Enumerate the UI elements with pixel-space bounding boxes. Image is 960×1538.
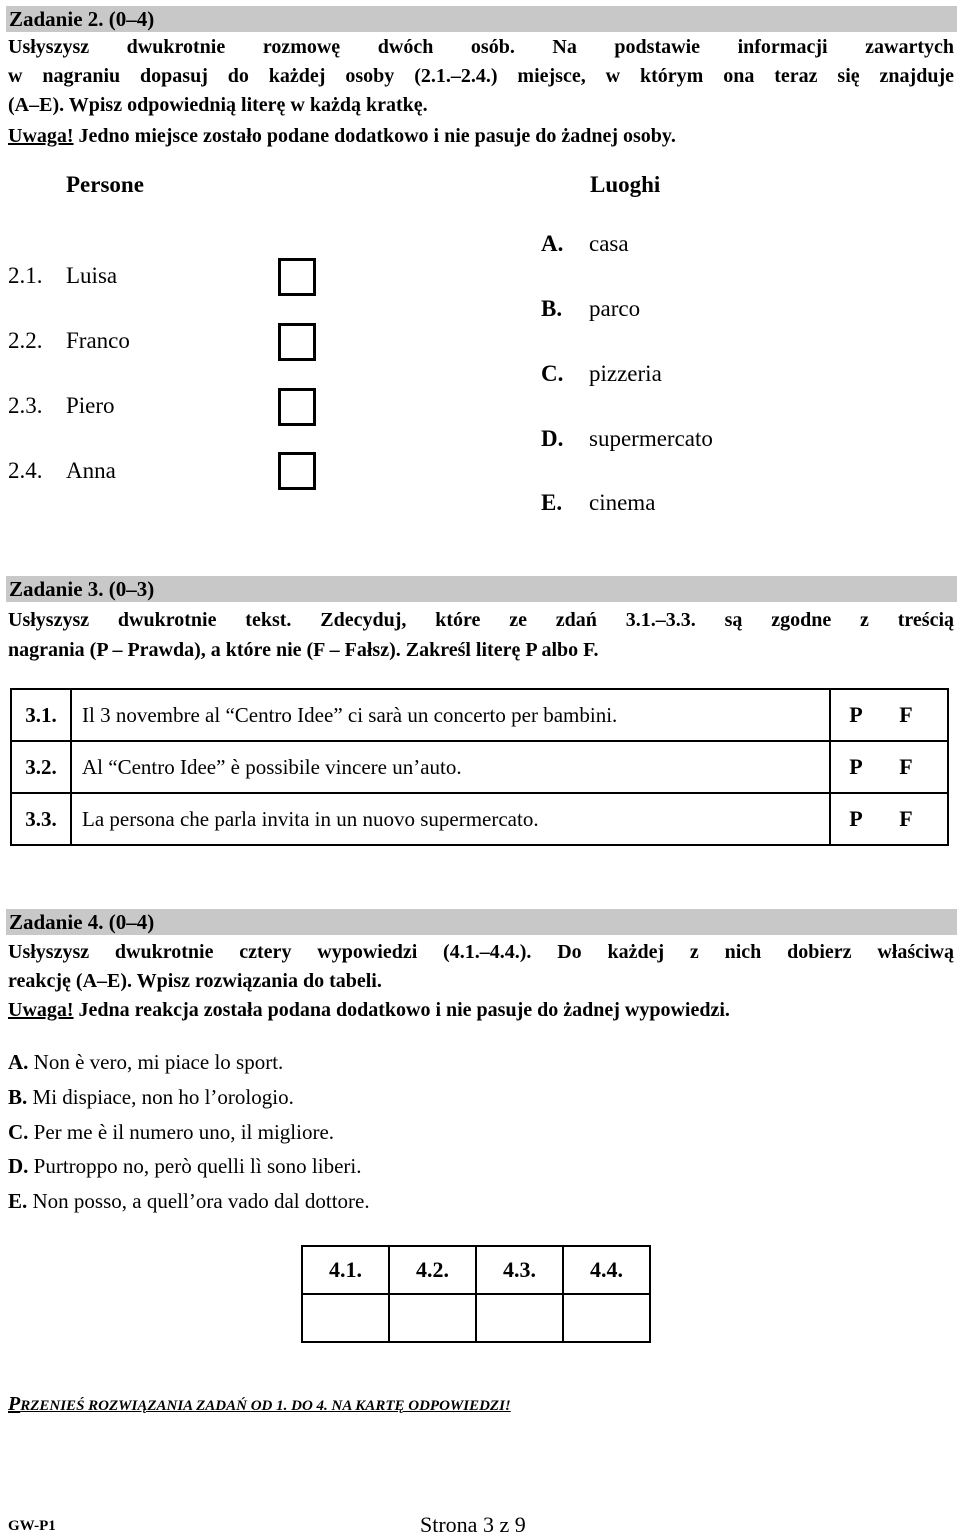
task2-header: Zadanie 2. (0–4) bbox=[9, 7, 155, 31]
choice-f[interactable]: F bbox=[899, 754, 913, 779]
answer-table bbox=[301, 1245, 651, 1343]
option-b bbox=[8, 1083, 294, 1111]
choice-p[interactable]: P bbox=[849, 806, 863, 831]
statement-text: La persona che parla invita in un nuovo supermercato. bbox=[71, 793, 830, 845]
answer-cell-4-4[interactable] bbox=[563, 1294, 650, 1342]
person-num-2: 2.2. bbox=[8, 328, 43, 353]
option-c bbox=[8, 1118, 334, 1146]
place-name-c: pizzeria bbox=[589, 361, 662, 386]
transfer-note-part4: NA KARTĘ ODPOWIEDZI! bbox=[327, 1398, 511, 1414]
choice-f[interactable]: F bbox=[899, 806, 913, 831]
places-header: Luoghi bbox=[590, 172, 661, 197]
option-text: Purtroppo no, però quelli lì sono liberi. bbox=[28, 1154, 362, 1178]
answer-header: 4.3. bbox=[476, 1246, 563, 1294]
person-name-4: Anna bbox=[66, 458, 116, 483]
place-letter-e: E. bbox=[541, 490, 563, 515]
option-letter: A. bbox=[8, 1050, 29, 1074]
option-letter: E. bbox=[8, 1189, 28, 1213]
table-row bbox=[11, 689, 948, 741]
option-letter: D. bbox=[8, 1154, 29, 1178]
table-row bbox=[11, 741, 948, 793]
table-row bbox=[11, 793, 948, 845]
answer-header: 4.2. bbox=[389, 1246, 476, 1294]
answer-cell-4-2[interactable] bbox=[389, 1294, 476, 1342]
answer-cell-4-3[interactable] bbox=[476, 1294, 563, 1342]
place-name-d: supermercato bbox=[589, 426, 713, 451]
task3-instruction-line1: Usłyszysz dwukrotnie tekst. Zdecyduj, które ze zdań 3.1.–3.3. są zgodne z treścią bbox=[8, 609, 954, 631]
task4-instruction-line1: Usłyszysz dwukrotnie cztery wypowiedzi (4.1.–4.4.). Do każdej z nich dobierz właściwą bbox=[8, 941, 954, 963]
option-letter: B. bbox=[8, 1085, 28, 1109]
true-false-table bbox=[10, 688, 949, 846]
option-text: Non è vero, mi piace lo sport. bbox=[28, 1050, 284, 1074]
choice-f[interactable]: F bbox=[899, 702, 913, 727]
task2-note bbox=[8, 122, 954, 151]
answer-cell-4-1[interactable] bbox=[302, 1294, 389, 1342]
page-number: Strona 3 z 9 bbox=[420, 1512, 526, 1537]
person-name-2: Franco bbox=[66, 328, 130, 353]
task2-instruction-line3: (A–E). Wpisz odpowiednią literę w każdą kratkę. bbox=[8, 94, 428, 116]
task2-note-text: Jedno miejsce zostało podane dodatkowo i nie pasuje do żadnej osoby. bbox=[73, 125, 676, 147]
statement-num: 3.3. bbox=[11, 793, 71, 845]
place-letter-a: A. bbox=[541, 231, 564, 256]
choice-p[interactable]: P bbox=[849, 702, 863, 727]
person-num-1: 2.1. bbox=[8, 263, 43, 288]
option-d bbox=[8, 1152, 361, 1180]
pf-cell bbox=[830, 689, 948, 741]
transfer-note-part3: OD 1. DO 4. bbox=[250, 1398, 328, 1414]
place-letter-b: B. bbox=[541, 296, 563, 321]
place-letter-d: D. bbox=[541, 426, 564, 451]
statement-num: 3.2. bbox=[11, 741, 71, 793]
transfer-note bbox=[8, 1393, 511, 1416]
option-text: Non posso, a quell’ora vado dal dottore. bbox=[27, 1189, 370, 1213]
place-name-a: casa bbox=[589, 231, 629, 256]
transfer-note-part1: P bbox=[8, 1393, 21, 1415]
place-letter-c: C. bbox=[541, 361, 564, 386]
task4-note-text: Jedna reakcja została podana dodatkowo i nie pasuje do żadnej wypowiedzi. bbox=[73, 999, 730, 1021]
place-name-b: parco bbox=[589, 296, 641, 321]
person-num-3: 2.3. bbox=[8, 393, 43, 418]
option-e bbox=[8, 1187, 370, 1215]
option-text: Mi dispiace, non ho l’orologio. bbox=[27, 1085, 294, 1109]
person-name-3: Piero bbox=[66, 393, 115, 418]
option-letter: C. bbox=[8, 1120, 29, 1144]
person-num-4: 2.4. bbox=[8, 458, 43, 483]
answer-box-2-2[interactable] bbox=[278, 323, 316, 361]
task2-instruction-line1: Usłyszysz dwukrotnie rozmowę dwóch osób. Na podstawie informacji zawartych bbox=[8, 36, 954, 58]
task4-note-label: Uwaga! bbox=[8, 999, 74, 1021]
person-name-1: Luisa bbox=[66, 263, 118, 288]
statement-num: 3.1. bbox=[11, 689, 71, 741]
task2-note-label: Uwaga! bbox=[8, 125, 74, 147]
answer-header: 4.4. bbox=[563, 1246, 650, 1294]
statement-text: Al “Centro Idee” è possibile vincere un’auto. bbox=[71, 741, 830, 793]
place-name-e: cinema bbox=[589, 490, 656, 515]
pf-cell bbox=[830, 793, 948, 845]
answer-box-2-3[interactable] bbox=[278, 388, 316, 426]
statement-text: Il 3 novembre al “Centro Idee” ci sarà un concerto per bambini. bbox=[71, 689, 830, 741]
task2-instruction-line2: w nagraniu dopasuj do każdej osoby (2.1.–2.4.) miejsce, w którym ona teraz się znajduje bbox=[8, 65, 954, 87]
option-a bbox=[8, 1048, 283, 1076]
answer-input-row bbox=[302, 1294, 650, 1342]
transfer-note-part2: RZENIEŚ ROZWIĄZANIA ZADAŃ bbox=[20, 1398, 251, 1414]
persons-header: Persone bbox=[66, 172, 144, 197]
pf-cell bbox=[830, 741, 948, 793]
answer-box-2-4[interactable] bbox=[278, 452, 316, 490]
task3-header: Zadanie 3. (0–3) bbox=[9, 577, 155, 601]
answer-header: 4.1. bbox=[302, 1246, 389, 1294]
task4-header: Zadanie 4. (0–4) bbox=[9, 910, 155, 934]
choice-p[interactable]: P bbox=[849, 754, 863, 779]
task4-note bbox=[8, 996, 954, 1025]
answer-box-2-1[interactable] bbox=[278, 258, 316, 296]
option-text: Per me è il numero uno, il migliore. bbox=[28, 1120, 335, 1144]
footer-code: GW-P1 bbox=[8, 1518, 56, 1534]
task4-instruction-line2: reakcję (A–E). Wpisz rozwiązania do tabeli. bbox=[8, 970, 382, 992]
task3-instruction-line2: nagrania (P – Prawda), a które nie (F – Fałsz). Zakreśl literę P albo F. bbox=[8, 639, 599, 661]
answer-header-row bbox=[302, 1246, 650, 1294]
